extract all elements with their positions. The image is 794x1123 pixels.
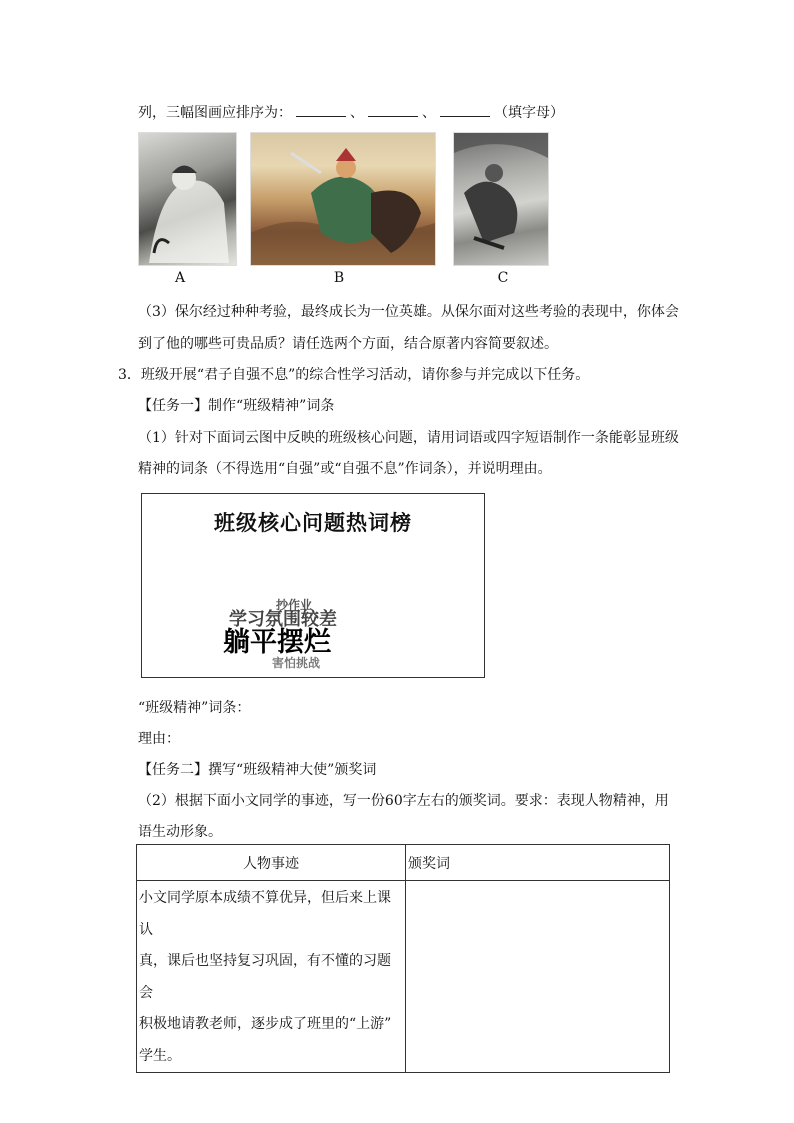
task2-line-1: （2）根据下面小文同学的事迹，写一份60字左右的颁奖词。要求：表现人物精神，用	[138, 793, 669, 809]
word-cloud-word: 抄作业	[276, 598, 313, 612]
task1-title: 【任务一】制作“班级精神”词条	[138, 398, 335, 414]
q3-line-1: （3）保尔经过种种考验，最终成长为一位英雄。从保尔面对这些考验的表现中，你体会	[138, 304, 679, 320]
separator: 、	[422, 105, 436, 121]
task2-title: 【任务二】撰写“班级精神大使”颁奖词	[138, 762, 377, 778]
word-cloud-word: 躺平摆烂	[223, 627, 331, 658]
illustration-c	[453, 132, 549, 266]
answer-reason-label: 理由：	[138, 731, 180, 747]
answer-entry-label: “班级精神”词条：	[138, 700, 251, 716]
question-3-heading: 3．班级开展“君子自强不息”的综合性学习活动，请你参与并完成以下任务。	[118, 367, 590, 383]
deeds-line: 学生。	[139, 1047, 181, 1064]
q3-line-2: 到了他的哪些可贵品质？请任选两个方面，结合原著内容简要叙述。	[138, 336, 558, 352]
illustration-a	[138, 132, 237, 266]
table-header-row	[137, 845, 670, 881]
deeds-line: 积极地请教老师，逐步成了班里的“上游”	[139, 1016, 392, 1032]
deeds-cell	[137, 881, 406, 1073]
task2-line-2: 语生动形象。	[138, 824, 222, 840]
answer-blank-1[interactable]	[296, 104, 346, 117]
task1-line-1: （1）针对下面词云图中反映的班级核心问题，请用词语或四字短语制作一条能彰显班级	[138, 430, 679, 446]
illustration-b	[250, 132, 436, 266]
header-deeds: 人物事迹	[137, 845, 406, 881]
task1-line-2: 精神的词条（不得选用“自强”或“自强不息”作词条），并说明理由。	[138, 461, 552, 477]
illustration-c-label: C	[497, 270, 509, 286]
ordering-suffix: （填字母）	[494, 105, 564, 121]
header-award: 颁奖词	[406, 845, 670, 881]
answer-blank-3[interactable]	[440, 104, 490, 117]
word-cloud-title: 班级核心问题热词榜	[214, 511, 412, 535]
ordering-prefix: 列，三幅图画应排序为：	[138, 105, 292, 121]
deeds-line: 真，课后也坚持复习巩固，有不懂的习题会	[139, 953, 391, 1001]
separator: 、	[350, 105, 364, 121]
illustration-a-label: A	[174, 270, 186, 286]
table-row	[137, 881, 670, 1073]
illustration-b-label: B	[333, 270, 345, 286]
ordering-question-line	[138, 102, 564, 122]
word-cloud-word: 害怕挑战	[272, 656, 321, 670]
deeds-award-table	[136, 844, 670, 1073]
answer-blank-2[interactable]	[368, 104, 418, 117]
award-answer-cell[interactable]	[406, 881, 670, 1073]
word-cloud-image	[141, 493, 485, 678]
word-cloud-word: 学习氛围较差	[229, 609, 337, 630]
deeds-line: 小文同学原本成绩不算优异，但后来上课认	[139, 890, 391, 938]
